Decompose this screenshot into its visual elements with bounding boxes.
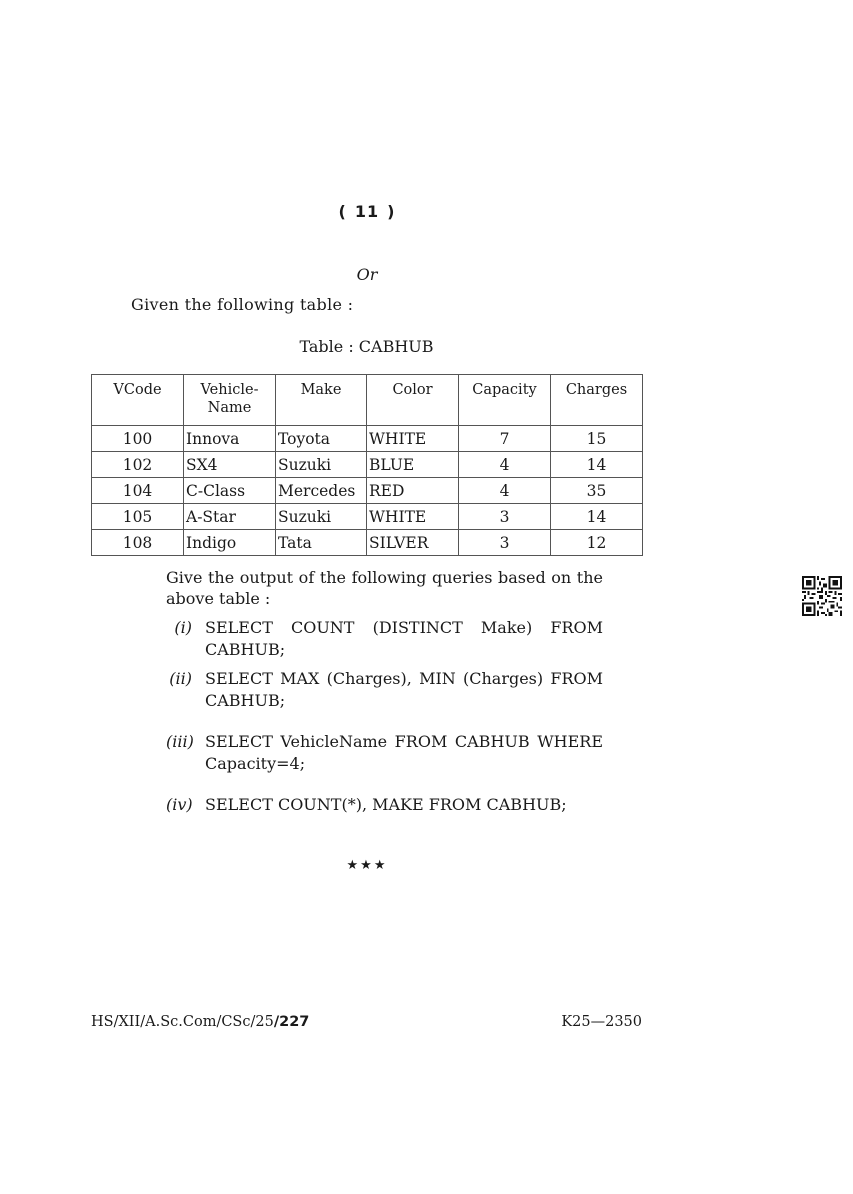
cell-capacity: 3 [459,504,551,530]
cell-capacity: 3 [459,530,551,556]
cell-charges: 35 [551,478,643,504]
page-number [0,202,734,221]
table-row [92,478,643,504]
cell-color: WHITE [367,504,459,530]
query-i [166,617,603,661]
cell-vcode: 105 [92,504,184,530]
cell-vehicle-name: A-Star [184,504,276,530]
cell-charges: 12 [551,530,643,556]
cell-charges: 15 [551,426,643,452]
cell-color: BLUE [367,452,459,478]
page-number-close-paren: ) [387,202,396,221]
cabhub-table [91,374,643,556]
question-text: Give the output of the following queries based on the above table : [166,568,603,608]
query-numeral: (i) [174,618,192,637]
query-numeral: (ii) [169,669,192,688]
cell-make: Toyota [276,426,367,452]
cell-color: RED [367,478,459,504]
table-row [92,426,643,452]
cell-capacity: 4 [459,478,551,504]
cell-vehicle-name: Indigo [184,530,276,556]
cell-vcode: 102 [92,452,184,478]
footer-code-prefix: HS/XII/A.Sc.Com/CSc/25 [91,1014,274,1030]
table-row [92,452,643,478]
query-line: SELECT COUNT (DISTINCT Make) FROM [205,618,603,637]
page-number-open-paren: ( [338,202,347,221]
intro-text: Given the following table : [131,295,354,314]
query-body [205,794,603,816]
cell-make: Mercedes [276,478,367,504]
query-ii [166,668,603,712]
table-row [92,504,643,530]
cell-vcode: 104 [92,478,184,504]
cell-charges: 14 [551,452,643,478]
query-line: CABHUB; [205,691,286,710]
query-line: SELECT MAX (Charges), MIN (Charges) FROM [205,669,603,688]
qr-code-icon [802,576,842,616]
cell-vehicle-name: Innova [184,426,276,452]
query-iii [166,731,603,775]
header-vehicle-name-line1: Vehicle- [200,382,259,398]
header-capacity: Capacity [459,375,551,426]
cell-vcode: 100 [92,426,184,452]
query-line: SELECT VehicleName FROM CABHUB WHERE [205,732,603,751]
query-body [205,731,603,775]
table-title: Table : CABHUB [299,337,434,356]
cell-make: Suzuki [276,504,367,530]
table-row [92,530,643,556]
footer-code-suffix: /227 [273,1014,310,1030]
footer-paper-code [91,1014,309,1030]
query-line: Capacity=4; [205,754,306,773]
query-body [205,668,603,712]
end-marker: ★★★ [346,858,388,873]
header-make: Make [276,375,367,426]
cell-make: Tata [276,530,367,556]
header-charges: Charges [551,375,643,426]
cell-color: WHITE [367,426,459,452]
footer-right-code: K25—2350 [561,1014,642,1030]
cell-vehicle-name: C-Class [184,478,276,504]
query-numeral: (iii) [166,732,194,751]
cell-color: SILVER [367,530,459,556]
cell-make: Suzuki [276,452,367,478]
query-iv [166,794,603,816]
table-header-row [92,375,643,426]
page-number-value: 11 [354,202,380,221]
cell-capacity: 4 [459,452,551,478]
query-body [205,617,603,661]
query-line: CABHUB; [205,640,286,659]
query-numeral: (iv) [166,795,193,814]
header-vcode: VCode [92,375,184,426]
cell-capacity: 7 [459,426,551,452]
cell-vcode: 108 [92,530,184,556]
cell-vehicle-name: SX4 [184,452,276,478]
header-vehicle-name [184,375,276,426]
header-vehicle-name-line2: Name [207,400,252,416]
header-color: Color [367,375,459,426]
query-line: SELECT COUNT(*), MAKE FROM CABHUB; [205,795,567,814]
or-label: Or [356,265,378,284]
cell-charges: 14 [551,504,643,530]
